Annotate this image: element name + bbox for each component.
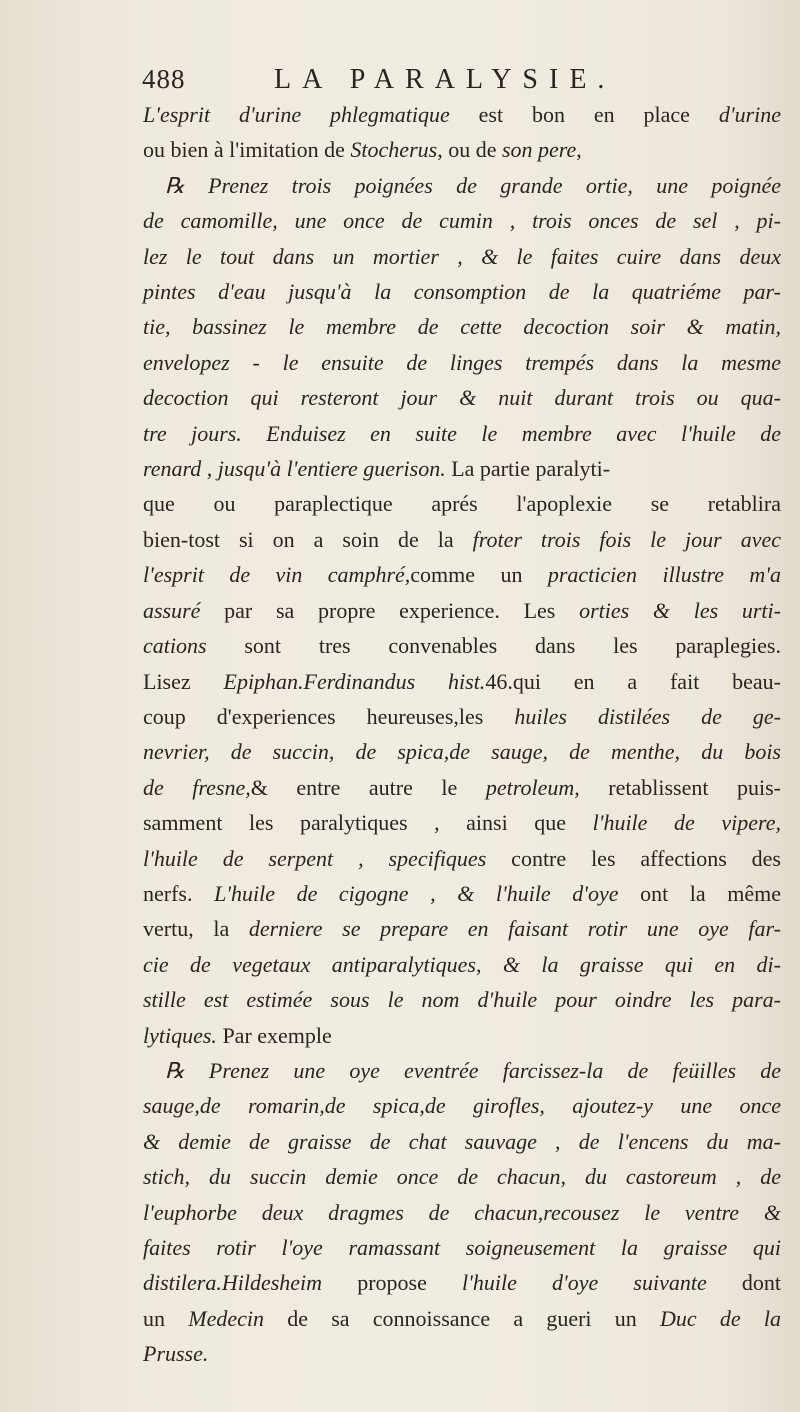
roman-run: Lisez — [143, 668, 224, 694]
running-title: LA PARALYSIE. — [274, 64, 616, 95]
italic-run: pintes d'eau jusqu'à la consomption de la quatriéme par- — [143, 279, 781, 305]
text-line — [143, 1053, 781, 1088]
text-line — [143, 380, 781, 415]
roman-run: propose — [322, 1270, 463, 1296]
italic-run: Prusse. — [143, 1341, 209, 1367]
text-line — [143, 947, 781, 982]
italic-run: l'esprit de vin camphré, — [143, 562, 411, 588]
italic-run: nevrier, de succin, de spica,de sauge, de menthe, du bois — [143, 739, 781, 765]
italic-run: faites rotir l'oye ramassant soigneusement la graisse qui — [143, 1235, 781, 1260]
text-line — [143, 557, 781, 592]
text-line — [143, 699, 781, 734]
text-line — [143, 1018, 781, 1053]
italic-run: froter trois fois le jour avec — [472, 526, 781, 552]
roman-run: ont la même — [618, 880, 781, 906]
roman-run: dont — [706, 1270, 781, 1296]
roman-run: retablissent puis- — [579, 774, 781, 800]
text-line — [143, 203, 781, 238]
text-line — [143, 486, 781, 521]
italic-run: L'esprit d'urine phlegmatique — [143, 102, 450, 127]
text-line — [143, 239, 781, 274]
text-line — [143, 770, 781, 805]
italic-run: envelopez - le ensuite de linges trempés dans la mesme — [143, 349, 781, 375]
roman-run: contre les affections des — [486, 845, 781, 871]
text-line — [143, 451, 781, 486]
text-line — [143, 1195, 781, 1230]
text-line — [143, 132, 781, 167]
italic-run: stille est estimée sous le nom d'huile pour oindre les para- — [143, 987, 781, 1013]
italic-run: Duc de la — [660, 1305, 782, 1331]
roman-run: bien-tost si on a soin de la — [143, 526, 473, 552]
italic-run: cations — [143, 633, 207, 659]
italic-run: stich, du succin demie once de chacun, du castoreum , de — [143, 1164, 781, 1190]
italic-run: Epiphan.Ferdinandus hist. — [223, 668, 486, 694]
roman-run: La partie paralyti- — [445, 456, 611, 482]
italic-run: l'huile de serpent , specifiques — [143, 845, 487, 871]
italic-run: son pere — [501, 137, 577, 163]
text-line — [143, 1301, 781, 1336]
roman-run: & entre autre le — [250, 774, 486, 800]
roman-run: , — [576, 137, 582, 163]
text-line — [143, 1088, 781, 1123]
italic-run: & demie de graisse de chat sauvage , de l'encens du ma- — [143, 1128, 781, 1154]
text-line — [143, 97, 781, 132]
italic-run: L'huile de cigogne , & l'huile d'oye — [214, 880, 619, 906]
text-line — [143, 309, 781, 344]
italic-run: l'huile d'oye suivante — [462, 1270, 707, 1296]
italic-run: lez le tout dans un mortier , & le faites cuire dans deux — [143, 243, 781, 269]
italic-run: decoction qui resteront jour & nuit durant trois ou qua- — [143, 385, 781, 411]
italic-run: sauge,de romarin,de spica,de girofles, ajoutez-y une once — [143, 1093, 781, 1119]
roman-run: de sa connoissance a gueri un — [263, 1305, 660, 1331]
text-line — [143, 841, 781, 876]
italic-run: huiles distilées de ge- — [514, 703, 781, 729]
italic-run: ℞ Prenez une oye eventrée farcissez-la de feüilles de — [165, 1057, 781, 1083]
text-line — [143, 522, 781, 557]
italic-run: tie, bassinez le membre de cette decoction soir & matin, — [143, 314, 781, 340]
text-line — [143, 593, 781, 628]
roman-run: que ou paraplectique aprés l'apoplexie se retablira — [143, 491, 781, 517]
page-number: 488 — [142, 64, 186, 94]
italic-run: renard , jusqu'à l'entiere guerison. — [143, 456, 446, 482]
italic-run: de fresne, — [143, 774, 251, 800]
roman-run: 46.qui en a fait beau- — [485, 668, 781, 694]
italic-run: l'huile de vipere, — [592, 810, 781, 836]
text-line — [143, 628, 781, 663]
text-line — [143, 1265, 781, 1300]
roman-run: comme un — [410, 562, 548, 588]
italic-run: d'urine — [718, 102, 782, 127]
text-line — [143, 734, 781, 769]
italic-run: Stocherus — [350, 137, 438, 163]
italic-run: petroleum, — [485, 774, 580, 800]
roman-run: Par exemple — [216, 1022, 332, 1048]
italic-run: tre jours. Enduisez en suite le membre avec l'huile de — [143, 420, 781, 446]
italic-run: ℞ Prenez trois poignées de grande ortie, une poignée — [165, 172, 781, 198]
italic-run: de camomille, une once de cumin , trois onces de sel , pi- — [143, 208, 781, 234]
text-line — [143, 876, 781, 911]
text-line — [143, 1230, 781, 1265]
italic-run: Medecin — [188, 1305, 264, 1331]
roman-run: vertu, la — [143, 916, 249, 942]
italic-run: l'euphorbe deux dragmes de chacun,recousez le ventre & — [143, 1199, 781, 1225]
italic-run: derniere se prepare en faisant rotir une oye far- — [248, 916, 781, 942]
italic-run: distilera.Hildesheim — [143, 1270, 323, 1296]
text-line — [143, 345, 781, 380]
italic-run: orties & les urti- — [579, 597, 781, 623]
text-line — [143, 1159, 781, 1194]
roman-run: , ou de — [437, 137, 502, 163]
italic-run: cie de vegetaux antiparalytiques, & la graisse qui en di- — [143, 951, 781, 977]
roman-run: nerfs. — [143, 880, 215, 906]
italic-run: lytiques. — [143, 1022, 217, 1048]
text-line — [143, 805, 781, 840]
roman-run: sont tres convenables dans les paraplegies. — [206, 633, 781, 659]
text-line — [143, 168, 781, 203]
text-line — [143, 274, 781, 309]
roman-run: coup d'experiences heureuses,les — [143, 703, 515, 729]
text-line — [143, 1336, 781, 1371]
body-text — [143, 97, 781, 1372]
text-line — [143, 664, 781, 699]
italic-run: practicien illustre m'a — [547, 562, 781, 588]
roman-run: par sa propre experience. Les — [200, 597, 580, 623]
roman-run: ou bien à l'imitation de — [143, 137, 351, 163]
roman-run: samment les paralytiques , ainsi que — [143, 810, 593, 836]
text-line — [143, 982, 781, 1017]
text-line — [143, 911, 781, 946]
italic-run: assuré — [143, 597, 201, 623]
text-line — [143, 416, 781, 451]
roman-run: un — [143, 1305, 189, 1331]
roman-run: est bon en place — [449, 102, 719, 127]
text-line — [143, 1124, 781, 1159]
